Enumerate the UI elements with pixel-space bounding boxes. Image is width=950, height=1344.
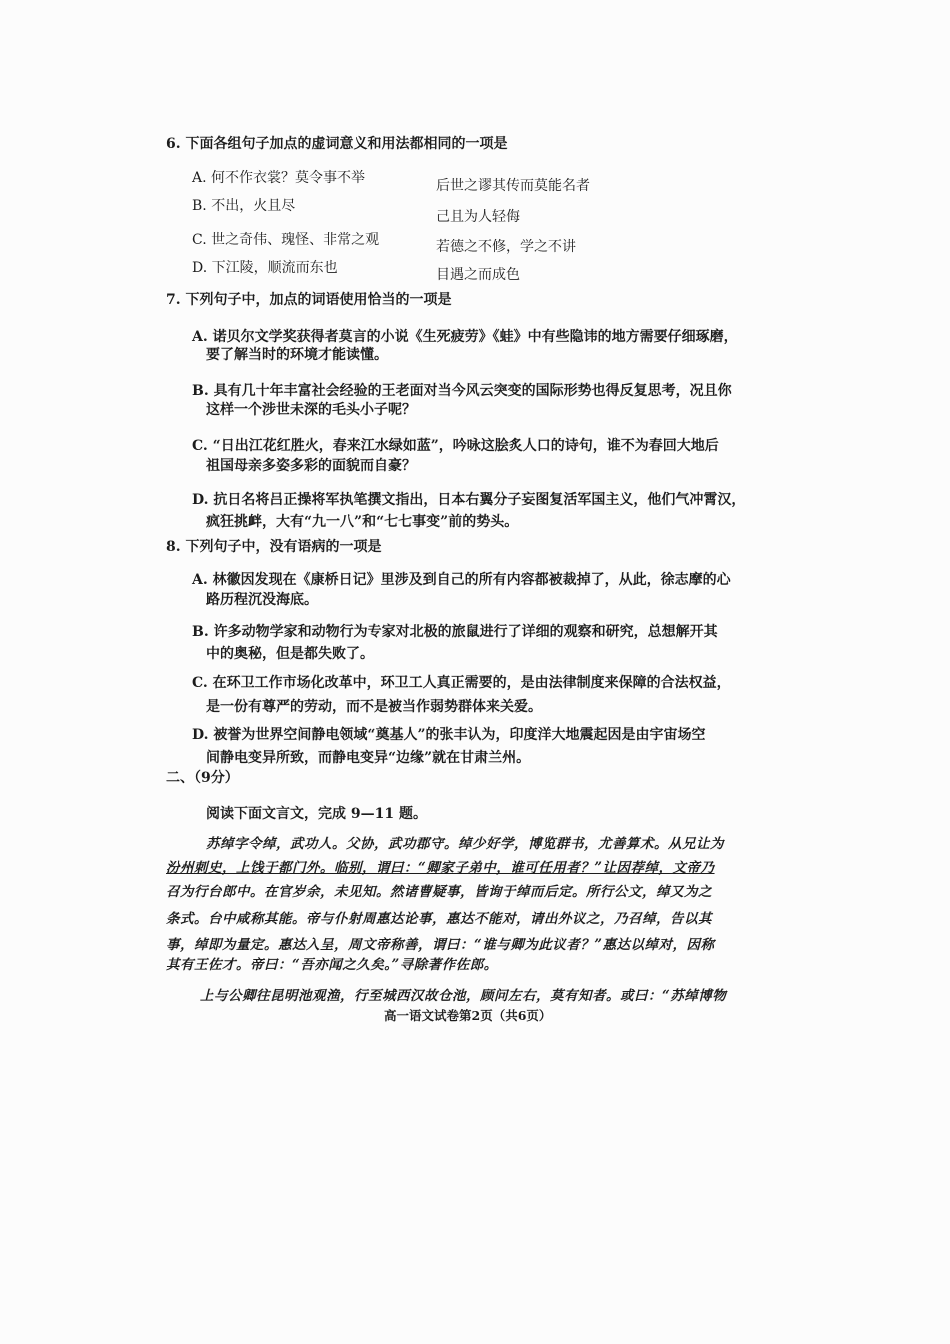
q7-option-c-line2: 祖国母亲多姿多彩的面貌而自豪？ [206,458,416,474]
q7-option-b-line2: 这样一个涉世未深的毛头小子呢？ [206,402,416,418]
q7-option-a-line1: A. 诺贝尔文学奖获得者莫言的小说《生死疲劳》《蛙》中有些隐讳的地方需要仔细琢磨， [192,329,738,345]
q8-option-a-line1: A. 林徽因发现在《康桥日记》里涉及到自己的所有内容都被裁掉了，从此，徐志摩的心 [192,572,731,588]
q6-option-c-right: 若德之不修，学之不讲 [436,239,576,255]
q6-option-a-left: A. 何不作衣裳？莫令事不举 [192,170,366,186]
q7-option-c-line1: C. “日出江花红胜火，春来江水绿如蓝”，吟咏这脍炙人口的诗句，谁不为春回大地后 [192,438,719,454]
section2-heading: 二、（9分） [166,770,239,786]
q7-option-d-line2: 疯狂挑衅，大有“九一八”和“七七事变”前的势头。 [206,514,519,530]
passage-line-7: 上与公卿往昆明池观渔，行至城西汉故仓池，顾问左右，莫有知者。或曰：“苏绰博物 [200,988,727,1004]
q8-option-c-line1: C. 在环卫工作市场化改革中，环卫工人真正需要的，是由法律制度来保障的合法权益， [192,675,731,691]
passage-line-5: 事，绰即为量定。惠达入呈，周文帝称善，谓曰：“谁与卿为此议者？”惠达以绰对，因称 [166,937,715,953]
section2-instruction: 阅读下面文言文，完成 9—11 题。 [206,806,427,822]
q6-stem: 6. 下面各组句子加点的虚词意义和用法都相同的一项是 [166,136,508,152]
q7-stem: 7. 下列句子中，加点的词语使用恰当的一项是 [166,292,452,308]
q8-option-b-line1: B. 许多动物学家和动物行为专家对北极的旅鼠进行了详细的观察和研究，总想解开其 [192,624,718,640]
passage-line-4: 条式。台中咸称其能。帝与仆射周惠达论事，惠达不能对，请出外议之，乃召绰，告以其 [166,911,712,927]
passage-line-2: 汾州刺史，上饯于都门外。临别，谓曰：“卿家子弟中，谁可任用者？”让因荐绰，文帝乃 [166,860,715,876]
q8-option-c-line2: 是一份有尊严的劳动，而不是被当作弱势群体来关爱。 [206,699,542,715]
q8-option-d-line1: D. 被誉为世界空间静电领域“奠基人”的张丰认为，印度洋大地震起因是由宇宙场空 [192,727,706,743]
q8-option-b-line2: 中的奥秘，但是都失败了。 [206,646,374,662]
passage-line-6: 其有王佐才。帝曰：“吾亦闻之久矣。”寻除著作佐郎。 [166,957,498,973]
q7-option-d-line1: D. 抗日名将吕正操将军执笔撰文指出，日本右翼分子妄图复活军国主义，他们气冲霄汉， [192,492,746,508]
q6-option-d-left: D. 下江陵，顺流而东也 [192,260,338,276]
passage-line-1: 苏绰字令绰，武功人。父协，武功郡守。绰少好学，博览群书，尤善算术。从兄让为 [206,836,724,852]
passage-line-3: 召为行台郎中。在官岁余，未见知。然诸曹疑事，皆询于绰而后定。所行公文，绰又为之 [166,884,712,900]
q6-option-a-right: 后世之谬其传而莫能名者 [436,178,590,194]
q7-option-b-line1: B. 具有几十年丰富社会经验的王老面对当今风云突变的国际形势也得反复思考，况且你 [192,383,732,399]
q6-option-b-left: B. 不出，火且尽 [192,198,296,214]
q8-option-a-line2: 路历程沉没海底。 [206,592,318,608]
q6-option-c-left: C. 世之奇伟、瑰怪、非常之观 [192,232,380,248]
q7-option-a-line2: 要了解当时的环境才能读懂。 [206,347,388,363]
page-footer: 高一语文试卷第2页（共6页） [384,1008,552,1023]
q6-option-b-right: 己且为人轻侮 [436,209,520,225]
q6-option-d-right: 目遇之而成色 [436,267,520,283]
q8-option-d-line2: 间静电变异所致，而静电变异“边缘”就在甘肃兰州。 [206,750,531,766]
q8-stem: 8. 下列句子中，没有语病的一项是 [166,539,382,555]
